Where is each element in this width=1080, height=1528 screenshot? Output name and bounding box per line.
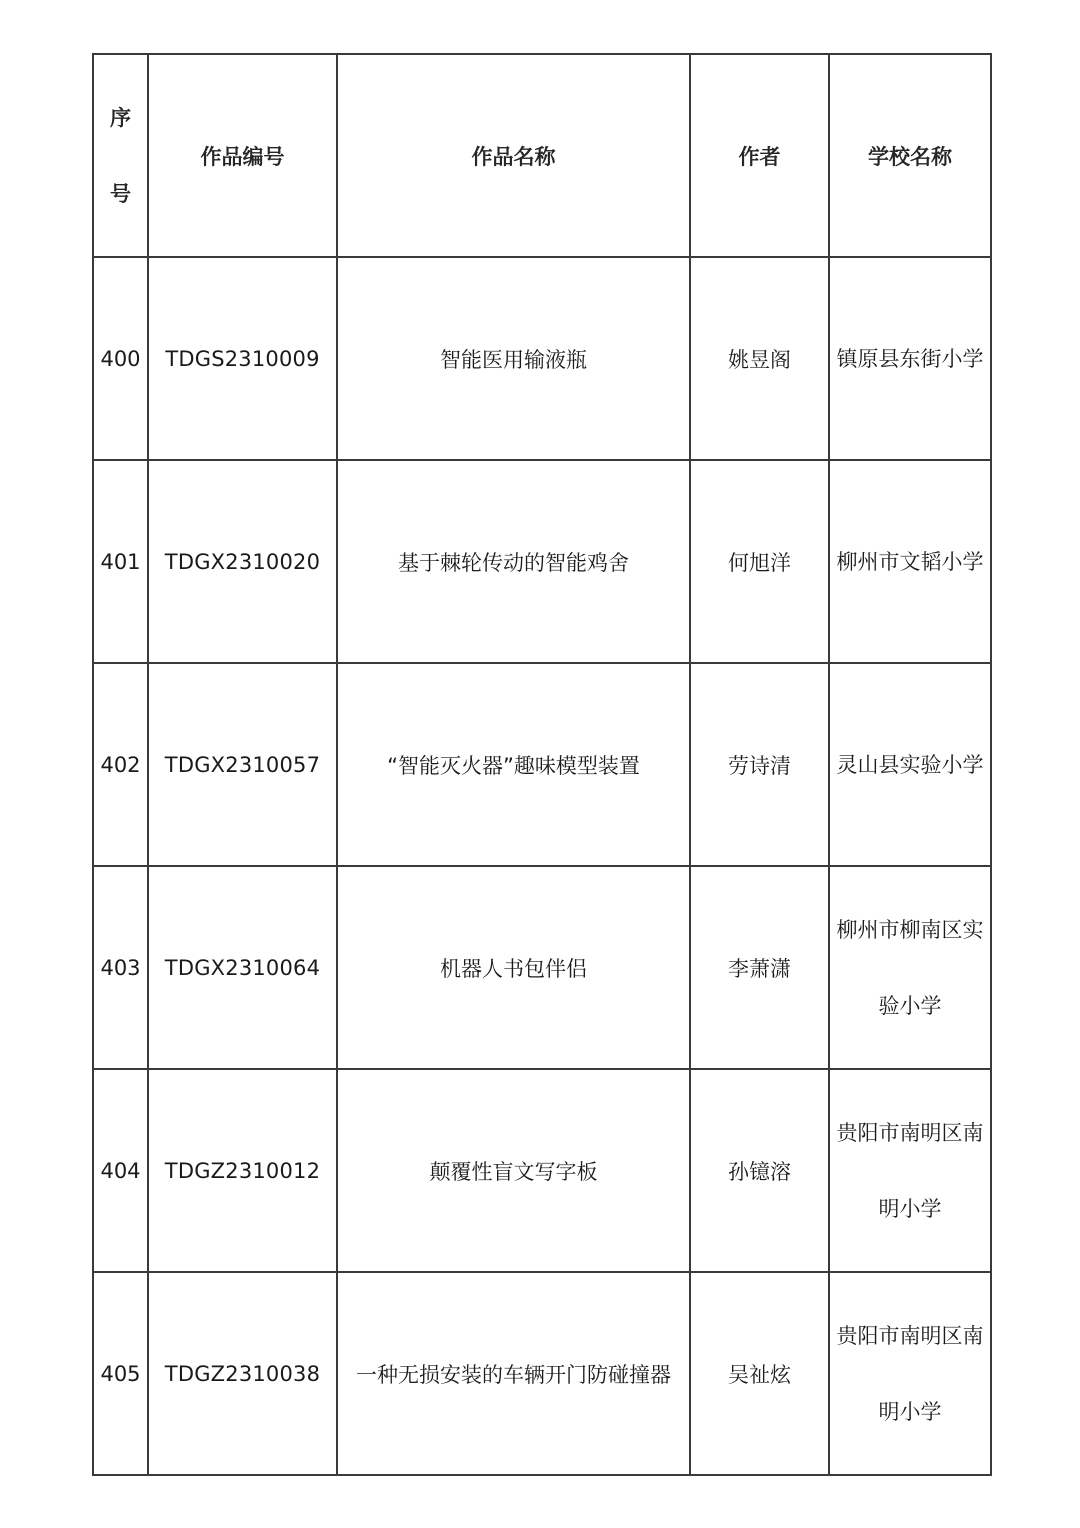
cell-school-text: 柳州市文韬小学	[836, 549, 984, 574]
cell-author: 孙镱溶	[690, 1069, 829, 1272]
cell-school	[829, 1069, 991, 1272]
cell-school	[829, 1272, 991, 1475]
header-seq-line1: 序	[110, 105, 131, 130]
cell-seq: 404	[93, 1069, 148, 1272]
cell-seq: 400	[93, 257, 148, 460]
cell-work-name: 颠覆性盲文写字板	[337, 1069, 690, 1272]
cell-work-id: TDGX2310057	[148, 663, 337, 866]
cell-school-text: 镇原县东街小学	[836, 346, 984, 371]
table-row	[93, 866, 991, 1069]
cell-school	[829, 257, 991, 460]
cell-school-text: 贵阳市南明区南明小学	[836, 1120, 984, 1221]
table-row	[93, 460, 991, 663]
header-seq-line2: 号	[110, 181, 131, 206]
header-work-name: 作品名称	[337, 54, 690, 257]
cell-work-name: 基于棘轮传动的智能鸡舍	[337, 460, 690, 663]
cell-school	[829, 460, 991, 663]
table-row	[93, 663, 991, 866]
table-row	[93, 1069, 991, 1272]
table-row	[93, 257, 991, 460]
header-author: 作者	[690, 54, 829, 257]
header-work-id: 作品编号	[148, 54, 337, 257]
cell-work-name: 智能医用输液瓶	[337, 257, 690, 460]
cell-work-id: TDGZ2310012	[148, 1069, 337, 1272]
cell-seq: 403	[93, 866, 148, 1069]
cell-school	[829, 663, 991, 866]
table-row	[93, 1272, 991, 1475]
cell-work-id: TDGX2310064	[148, 866, 337, 1069]
header-seq	[93, 54, 148, 257]
cell-author: 李萧潇	[690, 866, 829, 1069]
cell-seq: 401	[93, 460, 148, 663]
cell-author: 姚昱阁	[690, 257, 829, 460]
table-header-row	[93, 54, 991, 257]
cell-school-text: 柳州市柳南区实验小学	[836, 917, 984, 1018]
cell-school	[829, 866, 991, 1069]
header-school: 学校名称	[829, 54, 991, 257]
cell-work-name: “智能灭火器”趣味模型装置	[337, 663, 690, 866]
cell-seq: 402	[93, 663, 148, 866]
cell-author: 吴祉炫	[690, 1272, 829, 1475]
cell-work-name: 机器人书包伴侣	[337, 866, 690, 1069]
cell-work-name: 一种无损安装的车辆开门防碰撞器	[337, 1272, 690, 1475]
cell-work-id: TDGS2310009	[148, 257, 337, 460]
cell-work-id: TDGX2310020	[148, 460, 337, 663]
cell-work-id: TDGZ2310038	[148, 1272, 337, 1475]
cell-author: 劳诗清	[690, 663, 829, 866]
cell-author: 何旭洋	[690, 460, 829, 663]
cell-school-text: 贵阳市南明区南明小学	[836, 1323, 984, 1424]
cell-seq: 405	[93, 1272, 148, 1475]
cell-school-text: 灵山县实验小学	[836, 752, 984, 777]
works-table	[92, 53, 992, 1476]
